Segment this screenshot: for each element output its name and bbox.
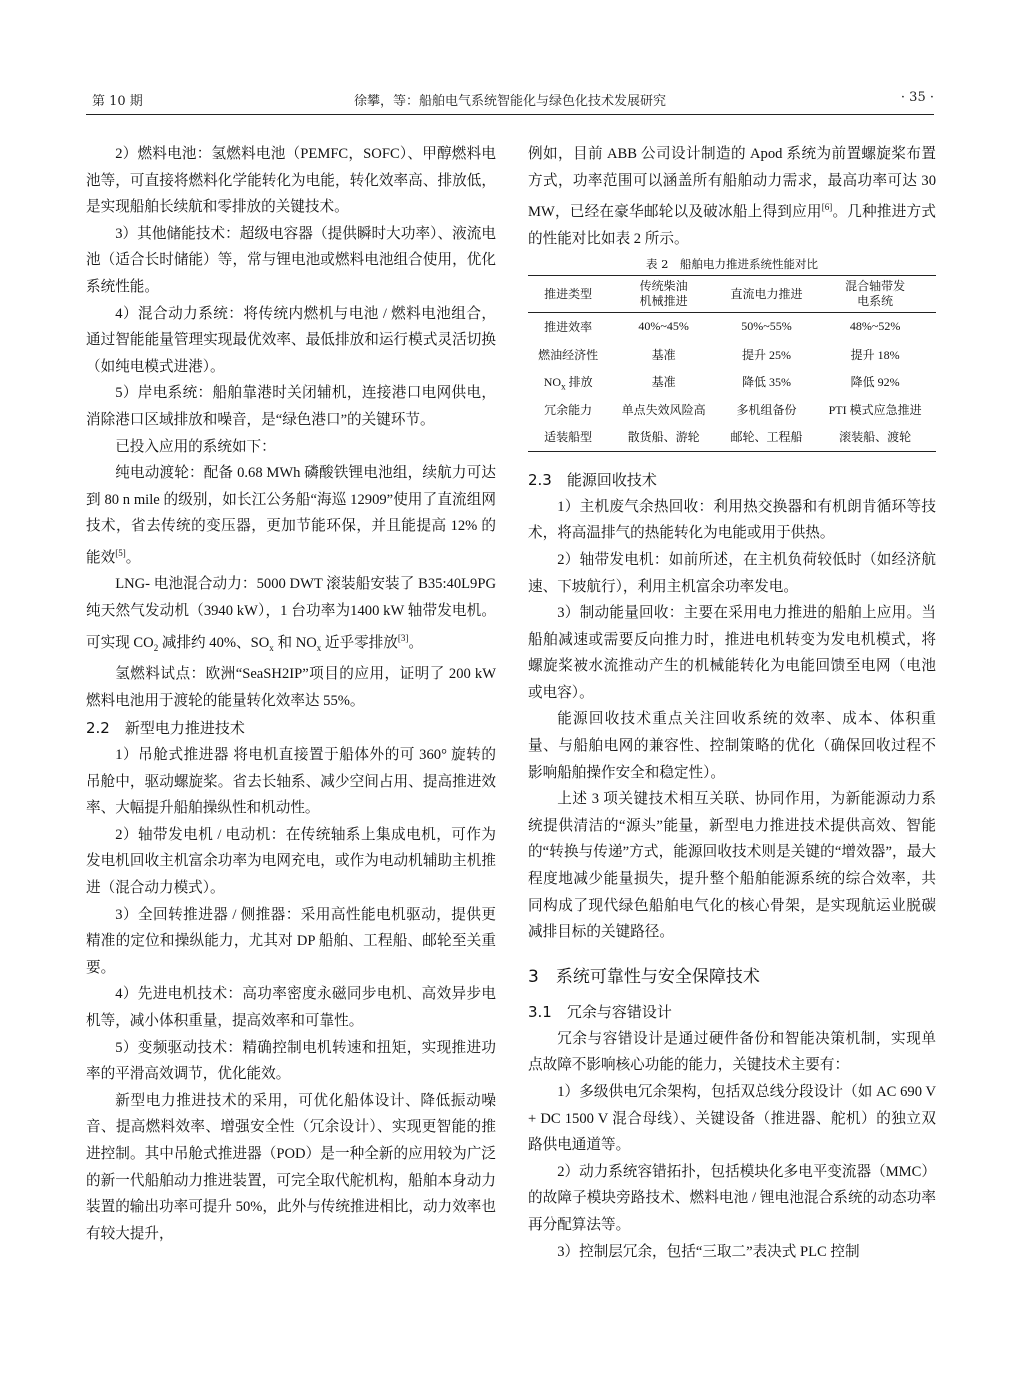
paragraph-electric-ferry: 纯电动渡轮：配备 0.68 MWh 磷酸铁锂电池组，续航力可达到 80 n mile 的级别，如长江公务船“海巡 12909”使用了直流组网技术，省去传统的变压器，更加节能环保，并且能提高 12% 的能效[5]。: [86, 465, 496, 566]
paragraph-apod: 例如，目前 ABB 公司设计制造的 Apod 系统为前置螺旋桨布置方式，功率范围可以涵盖所有船舶动力需求，最高功率可达 30 MW，已经在豪华邮轮以及破冰船上得到应用[6]。几种推进方式的性能对比如表 2 所示。: [528, 146, 936, 247]
table-row: [528, 423, 936, 451]
table-header-cell: 推进类型: [544, 286, 593, 301]
paragraph-power-redundancy: 1）多级供电冗余架构，包括双总线分段设计（如 AC 690 V + DC 1500 V 混合母线）、关键设备（推进器、舵机）的独立双路供电通道等。: [528, 1084, 936, 1154]
paragraph-recovery-focus: 能源回收技术重点关注回收系统的效率、成本、体积重量、与船舶电网的兼容性、控制策略的优化（确保回收过程不影响船舶操作安全和稳定性）。: [528, 711, 936, 781]
section-heading-3-1: 3.1 冗余与容错设计: [528, 1002, 672, 1021]
paragraph-lng-hybrid: LNG- 电池混合动力：5000 DWT 滚装船安装了 B35:40L9PG纯天然气发动机（3940 kW），1 台功率为1400 kW 轴带发电机。可实现 $CO_2$ 减排约 40%、$SO_x$ 和 $NO_x$ 近乎零排放[3]。: [86, 576, 496, 653]
paragraph-redundancy-intro: 冗余与容错设计是通过硬件备份和智能决策机制，实现单点故障不影响核心功能的能力，关键技术主要有：: [528, 1030, 936, 1074]
citation: [5]: [115, 547, 126, 558]
section-heading-3: 3 系统可靠性与安全保障技术: [528, 966, 760, 987]
table-cell: 基准: [651, 347, 676, 362]
paragraph-other-storage: 3）其他储能技术：超级电容器（提供瞬时大功率）、液流电池（适合长时储能）等，常与锂电池或燃料电池组合使用，优化系统性能。: [86, 225, 496, 295]
table-header-row: [528, 276, 936, 313]
table-cell: 48%~52%: [849, 319, 901, 334]
table-cell: 滚装船、渡轮: [839, 430, 912, 445]
right-column: [528, 141, 936, 1265]
paragraph-shore-power: 5）岸电系统：船舶靠港时关闭辅机，连接港口电网供电，消除港口区域排放和噪音，是“绿色港口”的关键环节。: [86, 385, 496, 428]
paragraph-hydrogen-pilot: 氢燃料试点：欧洲“SeaSH2IP”项目的应用，证明了 200 kW 燃料电池用于渡轮的能量转化效率达 55%。: [86, 665, 496, 709]
table-cell: 提升 25%: [742, 347, 792, 362]
table-cell: 40%~45%: [638, 319, 689, 334]
section-heading-2-2: 2.2 新型电力推进技术: [86, 719, 245, 738]
paragraph-three-tech-summary: 上述 3 项关键技术相互关联、协同作用，为新能源动力系统提供清洁的“源头”能量，新型电力推进技术提供高效、智能的“转换与传递”方式，能源回收技术则是关键的“增效器”，最大程度地减少能量损失，提升整个船舶能源系统的综合效率，共同构成了现代绿色船舶电气化的核心骨架，是实现航运业脱碳减排目标的关键路径。: [528, 791, 936, 941]
table-cell: 燃油经济性: [538, 347, 599, 362]
table-cell: 推进效率: [544, 320, 593, 335]
paragraph-control-redundancy: 3）控制层冗余，包括“三取二”表决式 PLC 控制: [557, 1243, 860, 1260]
running-header: [86, 88, 934, 115]
page-number: · 35 ·: [900, 90, 934, 105]
paragraph-hybrid-power: 4）混合动力系统：将传统内燃机与电池 / 燃料电池组合，通过智能能量管理实现最优效率、最低排放和运行模式灵活切换（如纯电模式进港）。: [86, 305, 496, 375]
running-title: 徐攀，等：船舶电气系统智能化与绿色化技术发展研究: [353, 94, 666, 109]
table-caption: 表 2 船舶电力推进系统性能对比: [646, 257, 818, 272]
table-cell: 适装船型: [544, 430, 593, 445]
paragraph-fuel-cell: 2）燃料电池：氢燃料电池（PEMFC，SOFC）、甲醇燃料电池等，可直接将燃料化学能转化为电能，转化效率高、排放低，是实现船舶长续航和零排放的关键技术。: [86, 146, 496, 216]
table-cell: 单点失效风险高: [621, 402, 706, 417]
section-heading-2-3: 2.3 能源回收技术: [528, 470, 657, 489]
table-cell: 提升 18%: [850, 347, 900, 362]
paragraph-azimuth-thruster: 3）全回转推进器 / 侧推器：采用高性能电机驱动，提供更精准的定位和操纵能力，尤其对 DP 船舶、工程船、邮轮至关重要。: [86, 906, 496, 976]
citation: [3]: [397, 632, 409, 643]
table-header-cell: 混合轴带发 电系统: [845, 279, 906, 309]
paragraph-waste-heat: 1）主机废气余热回收：利用热交换器和有机朗肯循环等技术，将高温排气的热能转化为电能或用于供热。: [528, 498, 936, 542]
issue-number: 第 10 期: [92, 94, 143, 109]
table-cell: $NO_x$ 排放: [543, 374, 593, 392]
table-cell: 多机组备份: [736, 402, 797, 417]
paragraph-propulsion-summary: 新型电力推进技术的采用，可优化船体设计、降低振动噪音、提高燃料效率、增强安全性（冗余设计）、实现更智能的推进控制。其中吊舱式推进器（POD）是一种全新的应用较为广泛的新一代船舶动力推进装置，可完全取代舵机构，船舶本身动力装置的输出功率可提升 50%，此外与传统推进相比，动力效率也有较大提升，: [86, 1092, 496, 1242]
left-column: [86, 141, 496, 1247]
table-cell: 50%~55%: [741, 319, 792, 334]
paragraph-fault-tolerant: 2）动力系统容错拓扑，包括模块化多电平变流器（MMC）的故障子模块旁路技术、燃料电池 / 锂电池混合系统的动态功率再分配算法等。: [528, 1163, 936, 1233]
table-header-cell: 传统柴油 机械推进: [639, 279, 688, 309]
paragraph-vfd: 5）变频驱动技术：精确控制电机转速和扭矩，实现推进功率的平滑高效调节，优化能效。: [86, 1039, 496, 1083]
table-row: [528, 341, 936, 369]
paragraph-advanced-motor: 4）先进电机技术：高功率密度永磁同步电机、高效异步电机等，减小体积重量，提高效率和可靠性。: [86, 986, 496, 1030]
table-row: [528, 368, 936, 396]
table-cell: 邮轮、工程船: [730, 430, 803, 445]
table-cell: 散货船、游轮: [627, 430, 700, 445]
table-cell: 基准: [651, 375, 676, 390]
table-cell: 降低 92%: [850, 375, 900, 390]
citation: [6]: [821, 202, 833, 213]
table-header-cell: 直流电力推进: [730, 286, 803, 301]
paragraph-shaft-generator: 2）轴带发电机 / 电动机：在传统轴系上集成电机，可作为发电机回收主机富余功率为电网充电，或作为电动机辅助主机推进（混合动力模式）。: [86, 826, 496, 897]
paragraph-pod: 1）吊舱式推进器 将电机直接置于船体外的可 360° 旋转的吊舱中，驱动螺旋桨。省去长轴系、减少空间占用、提高推进效率、大幅提升船舶操纵性和机动性。: [86, 747, 496, 817]
propulsion-comparison-table: [528, 275, 936, 452]
paragraph-applied-systems: 已投入应用的系统如下：: [115, 438, 276, 455]
table-cell: 降低 35%: [742, 375, 792, 390]
table-row: [528, 396, 936, 424]
table-cell: 冗余能力: [544, 402, 593, 417]
table-row: [528, 313, 936, 341]
paragraph-brake-recovery: 3）制动能量回收：主要在采用电力推进的船舶上应用。当船舶减速或需要反向推力时，推进电机转变为发电机模式，将螺旋桨被水流推动产生的机械能转化为电能回馈至电网（电池或电容）。: [528, 605, 936, 701]
paragraph-shaft-gen: 2）轴带发电机：如前所述，在主机负荷较低时（如经济航速、下坡航行），利用主机富余功率发电。: [528, 551, 936, 595]
table-body: [528, 313, 936, 452]
table-cell: PTI 模式应急推进: [828, 402, 922, 417]
